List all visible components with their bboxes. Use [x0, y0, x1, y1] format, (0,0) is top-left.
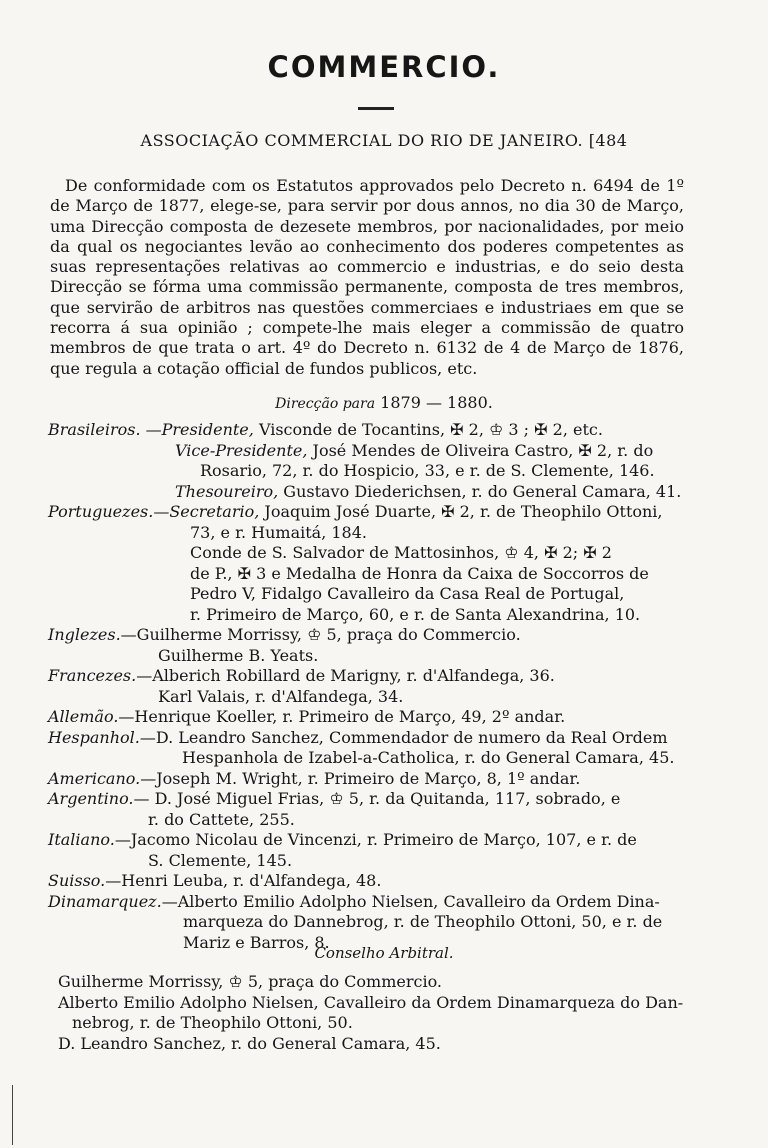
list-item — [48, 420, 698, 441]
entry-text: Hespanhola de Izabel-a-Catholica, r. do General Camara, 45. — [182, 748, 675, 767]
entry-text: Rosario, 72, r. do Hospicio, 33, e r. de S. Clemente, 146. — [200, 461, 655, 480]
list-item — [48, 564, 698, 585]
list-item — [48, 584, 698, 605]
entry-text: — D. José Miguel Frias, ♔ 5, r. da Quitanda, 117, sobrado, e — [133, 789, 621, 808]
list-item: Alberto Emilio Adolpho Nielsen, Cavalleiro da Ordem Dinamarqueza do Dan- — [58, 992, 684, 1012]
entry-text: Guilherme B. Yeats. — [158, 645, 319, 665]
entry-text: Conde de S. Salvador de Mattosinhos, ♔ 4, ✠ 2; ✠ 2 — [190, 543, 612, 562]
entry-text: —Joseph M. Wright, r. Primeiro de Março, 8, 1º andar. — [140, 768, 581, 788]
directorate-list — [48, 420, 698, 953]
direccao-label: Direcção para — [275, 396, 376, 412]
intro-paragraph: De conformidade com os Estatutos approvados pelo Decreto n. 6494 de 1º de Março de 1877, elege-se, para servir por dous annos, no dia 30 de Março, uma Direcção composta de dezesete membros, por nacionalidades, por meio da qual os negociantes levão ao conhecimento dos poderes competentes as suas representações relativas ao commercio e industrias, e do seio desta Direcção se fórma uma commissão permanente, composta de tres membros, que servirão de arbitros nas questões commerciaes e industriaes em que se recorra á sua opinião ; compete-lhe mais eleger a commissão de quatro membros de que trata o art. 4º do Decreto n. 6132 de 4 de Março de 1876, que regula a cotação official de fundos publicos, etc. — [50, 176, 684, 378]
entry-label: Dinamarquez. — [48, 891, 162, 911]
list-item — [48, 871, 698, 892]
title-rule — [358, 107, 394, 110]
entry-text: marqueza do Dannebrog, r. de Theophilo Ottoni, 50, e r. de — [183, 912, 663, 931]
entry-label: Suisso. — [48, 871, 106, 890]
list-item — [48, 605, 698, 626]
page-title: COMMERCIO. — [267, 50, 501, 84]
entry-text: —Guilherme Morrissy, ♔ 5, praça do Commercio. — [120, 625, 521, 644]
list-item — [48, 543, 698, 564]
list-item — [48, 441, 698, 462]
entry-label: Inglezes. — [48, 625, 121, 644]
arbitral-list — [58, 972, 708, 1054]
direccao-years: 1879 — 1880. — [380, 393, 493, 412]
list-item — [48, 523, 698, 544]
entry-text: Pedro V, Fidalgo Cavalleiro da Casa Real de Portugal, — [190, 584, 625, 603]
list-item — [48, 707, 698, 728]
entry-text: José Mendes de Oliveira Castro, ✠ 2, r. do — [307, 440, 654, 460]
entry-text: r. do Cattete, 255. — [148, 809, 295, 829]
entry-text: —Alberto Emilio Adolpho Nielsen, Cavalleiro da Ordem Dina- — [161, 891, 660, 911]
entry-label: Vice-Presidente, — [175, 440, 308, 460]
entry-label: Allemão. — [48, 707, 119, 726]
direccao-heading — [0, 393, 768, 412]
section-subheading: ASSOCIAÇÃO COMMERCIAL DO RIO DE JANEIRO. [484 — [140, 131, 628, 150]
entry-label: Americano. — [48, 768, 141, 788]
list-item — [48, 687, 698, 708]
list-item — [48, 502, 698, 523]
entry-label: Francezes. — [48, 666, 137, 685]
list-item: Guilherme Morrissy, ♔ 5, praça do Commercio. — [58, 972, 443, 991]
entry-text: Karl Valais, r. d'Alfandega, 34. — [158, 686, 404, 706]
entry-text: —D. Leandro Sanchez, Commendador de numero da Real Ordem — [139, 727, 668, 747]
list-item — [48, 810, 698, 831]
entry-text: S. Clemente, 145. — [148, 850, 293, 870]
list-item — [48, 728, 698, 749]
entry-text: Joaquim José Duarte, ✠ 2, r. de Theophilo Ottoni, — [259, 502, 663, 521]
list-item — [48, 482, 698, 503]
entry-text: Mariz e Barros, 8. — [183, 932, 330, 952]
entry-text: —Henrique Koeller, r. Primeiro de Março, 49, 2º andar. — [118, 707, 566, 726]
entry-text: —Henri Leuba, r. d'Alfandega, 48. — [105, 871, 382, 890]
list-item — [48, 625, 698, 646]
entry-label: Hespanhol. — [48, 727, 140, 747]
list-item — [48, 789, 698, 810]
entry-text: —Alberich Robillard de Marigny, r. d'Alfandega, 36. — [136, 666, 555, 685]
page-edge-line — [12, 1085, 13, 1145]
list-item — [48, 851, 698, 872]
list-item — [48, 892, 698, 913]
entry-label: Argentino. — [48, 789, 134, 808]
list-item — [48, 666, 698, 687]
conselho-heading: Conselho Arbitral. — [314, 944, 454, 962]
entry-label: Thesoureiro, — [175, 481, 279, 501]
list-item — [48, 769, 698, 790]
entry-text: de P., ✠ 3 e Medalha de Honra da Caixa de Soccorros de — [190, 563, 649, 583]
entry-text: 73, e r. Humaitá, 184. — [190, 522, 367, 542]
entry-text: Visconde de Tocantins, ✠ 2, ♔ 3 ; ✠ 2, etc. — [253, 420, 603, 439]
list-item — [48, 646, 698, 667]
list-item: nebrog, r. de Theophilo Ottoni, 50. — [72, 1013, 353, 1032]
entry-text: r. Primeiro de Março, 60, e r. de Santa Alexandrina, 10. — [190, 604, 641, 624]
list-item — [48, 748, 698, 769]
entry-label: Italiano. — [48, 830, 115, 849]
entry-label: Portuguezes.—Secretario, — [48, 502, 260, 521]
list-item: D. Leandro Sanchez, r. do General Camara, 45. — [58, 1033, 441, 1053]
entry-label: Brasileiros. —Presidente, — [48, 420, 254, 439]
list-item — [48, 912, 698, 933]
list-item — [48, 830, 698, 851]
entry-text: —Jacomo Nicolau de Vincenzi, r. Primeiro de Março, 107, e r. de — [114, 830, 637, 849]
entry-text: Gustavo Diederichsen, r. do General Camara, 41. — [278, 481, 682, 501]
list-item — [48, 461, 698, 482]
